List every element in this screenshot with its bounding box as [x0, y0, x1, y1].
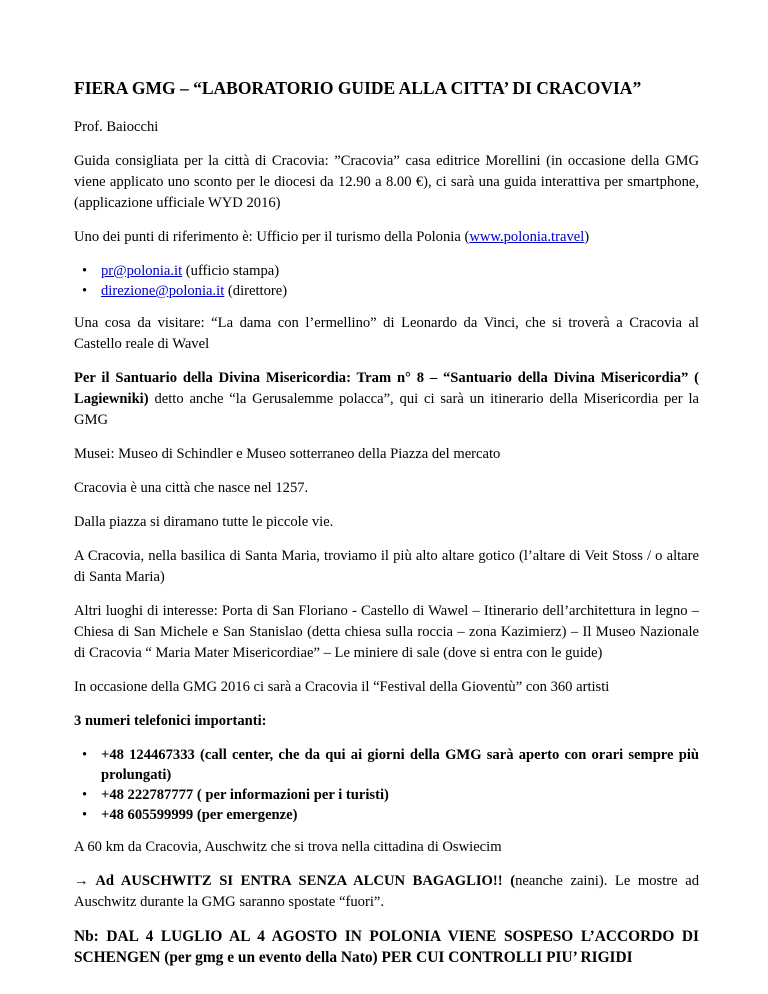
luoghi-paragraph: Altri luoghi di interesse: Porta di San Floriano - Castello di Wawel – Itinerario dell’architettura in legno – Chiesa di San Michele e San Stanislao (detta chiesa sulla roccia – zona Kazimierz) – Il Museo Nazionale di Cracovia “ Maria Mater Misericordiae” – Le miniere di sale (dove si entra con le guide) [74, 603, 699, 661]
santuario-rest: detto anche “la Gerusalemme polacca”, qui ci sarà un itinerario della Misericordia per la GMG [74, 391, 699, 428]
polonia-travel-link[interactable]: www.polonia.travel [469, 229, 585, 245]
document-page [74, 78, 699, 981]
author-line: Prof. Baiocchi [74, 119, 159, 135]
email-note: (ufficio stampa) [182, 263, 280, 279]
basilica-paragraph: A Cracovia, nella basilica di Santa Maria, troviamo il più alto altare gotico (l’altare di Veit Stoss / o altare di Santa Maria) [74, 548, 699, 585]
founding-paragraph: Cracovia è una città che nasce nel 1257. [74, 480, 309, 496]
guide-paragraph: Guida consigliata per la città di Cracovia: ”Cracovia” casa editrice Morellini (in occasione della GMG viene applicato uno sconto per le diocesi da 12.90 a 8.00 €), ci sarà una guida interattiva per smartphone, (applicazione ufficiale WYD 2016) [74, 153, 699, 211]
list-item [74, 805, 699, 825]
phone-callcenter: +48 124467333 (call center, che da qui ai giorni della GMG sarà aperto con orari sempre più prolungati) [101, 747, 699, 783]
musei-paragraph: Musei: Museo di Schindler e Museo sotterraneo della Piazza del mercato [74, 446, 501, 462]
festival-paragraph: In occasione della GMG 2016 ci sarà a Cracovia il “Festival della Gioventù” con 360 artisti [74, 679, 610, 695]
nb-paragraph [74, 926, 699, 968]
bagaglio-bold: → Ad AUSCHWITZ SI ENTRA SENZA ALCUN BAGAGLIO!! ( [74, 873, 516, 889]
nb-text: Nb: DAL 4 LUGLIO AL 4 AGOSTO IN POLONIA VIENE SOSPESO L’ACCORDO DI SCHENGEN (per gmg e un evento della Nato) PER CUI CONTROLLI PIU’ RIGIDI [74, 928, 699, 966]
santuario-paragraph [74, 368, 699, 431]
reference-paragraph [74, 227, 699, 248]
bagaglio-paragraph [74, 871, 699, 913]
list-item [74, 745, 699, 785]
email-link-director[interactable]: direzione@polonia.it [101, 283, 225, 299]
phone-tourists: +48 222787777 ( per informazioni per i turisti) [101, 787, 389, 803]
phone-list [74, 745, 699, 825]
bullet-icon: • [82, 263, 88, 279]
reference-text: Uno dei punti di riferimento è: Ufficio per il turismo della Polonia ( [74, 229, 470, 245]
santuario-bold: Per il Santuario della Divina Misericordia: Tram n° 8 – “Santuario della Divina Misericordia” ( Lagiewniki) [74, 370, 699, 407]
phone-heading-text: 3 numeri telefonici importanti: [74, 713, 267, 729]
bullet-icon: • [82, 807, 88, 823]
reference-close: ) [584, 229, 590, 245]
list-item [74, 785, 699, 805]
phone-numbers-heading [74, 711, 699, 732]
email-link-press[interactable]: pr@polonia.it [101, 263, 183, 279]
list-item [74, 261, 699, 281]
bullet-icon: • [82, 747, 88, 763]
bullet-icon: • [82, 283, 88, 299]
piazza-paragraph: Dalla piazza si diramano tutte le piccole vie. [74, 514, 334, 530]
document-title: FIERA GMG – “LABORATORIO GUIDE ALLA CITTA’ DI CRACOVIA” [74, 78, 642, 98]
list-item [74, 281, 699, 301]
email-list [74, 261, 699, 301]
auschwitz-paragraph: A 60 km da Cracovia, Auschwitz che si trova nella cittadina di Oswiecim [74, 839, 502, 855]
dama-paragraph: Una cosa da visitare: “La dama con l’ermellino” di Leonardo da Vinci, che si troverà a Cracovia al Castello reale di Wavel [74, 315, 699, 352]
bullet-icon: • [82, 787, 88, 803]
email-note: (direttore) [224, 283, 288, 299]
phone-emergency: +48 605599999 (per emergenze) [101, 807, 298, 823]
bagaglio-rest: neanche zaini). Le mostre ad Auschwitz durante la GMG saranno spostate “fuori”. [74, 873, 699, 910]
